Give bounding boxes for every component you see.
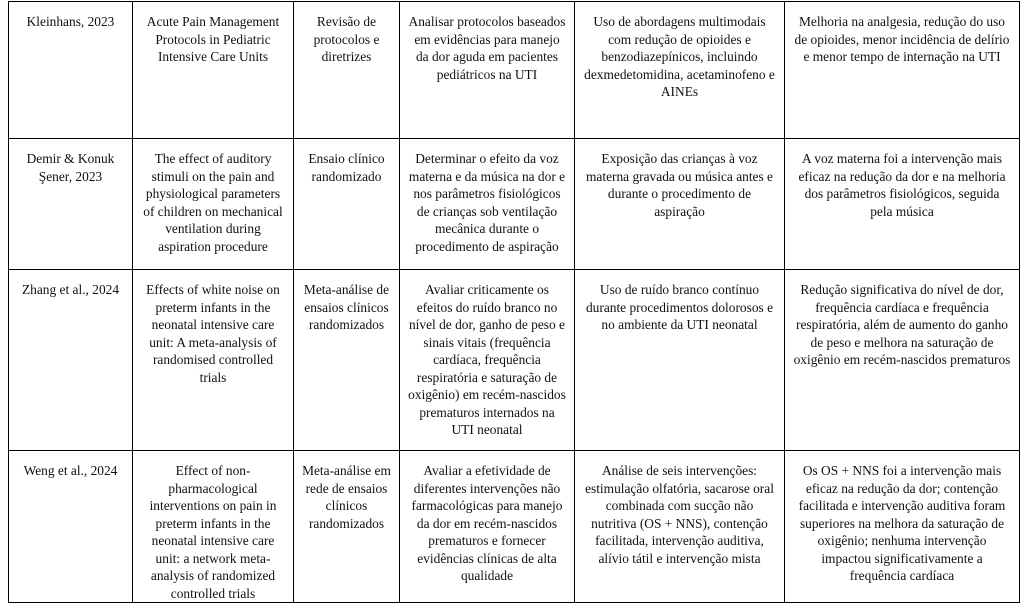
table-row: [9, 2, 1020, 139]
intervention-cell: Exposição das crianças à voz materna gravada ou música antes e durante o procedimento de aspiração: [575, 139, 785, 270]
author-cell: Zhang et al., 2024: [9, 270, 133, 451]
objective-cell: Avaliar a efetividade de diferentes intervenções não farmacológicas para manejo da dor em recém-nascidos prematuros e fornecer evidências clínicas de alta qualidade: [400, 451, 575, 603]
author-cell: Demir & Konuk Şener, 2023: [9, 139, 133, 270]
author-cell: Weng et al., 2024: [9, 451, 133, 603]
intervention-cell: Uso de ruído branco contínuo durante procedimentos dolorosos e no ambiente da UTI neonatal: [575, 270, 785, 451]
results-cell: Melhoria na analgesia, redução do uso de opioides, menor incidência de delírio e menor tempo de internação na UTI: [785, 2, 1020, 139]
design-cell: Ensaio clínico randomizado: [294, 139, 400, 270]
objective-cell: Determinar o efeito da voz materna e da música na dor e nos parâmetros fisiológicos de crianças sob ventilação mecânica durante o procedimento de aspiração: [400, 139, 575, 270]
objective-cell: Analisar protocolos baseados em evidências para manejo da dor aguda em pacientes pediátricos na UTI: [400, 2, 575, 139]
design-cell: Revisão de protocolos e diretrizes: [294, 2, 400, 139]
intervention-cell: Análise de seis intervenções: estimulação olfatória, sacarose oral combinada com sucção não nutritiva (OS + NNS), contenção facilitada, intervenção auditiva, alívio tátil e intervenção mista: [575, 451, 785, 603]
title-cell: Effects of white noise on preterm infants in the neonatal intensive care unit: A meta-analysis of randomised controlled trials: [133, 270, 294, 451]
results-cell: A voz materna foi a intervenção mais eficaz na redução da dor e na melhoria dos parâmetros fisiológicos, seguida pela música: [785, 139, 1020, 270]
design-cell: Meta-análise em rede de ensaios clínicos randomizados: [294, 451, 400, 603]
design-cell: Meta-análise de ensaios clínicos randomizados: [294, 270, 400, 451]
intervention-cell: Uso de abordagens multimodais com redução de opioides e benzodiazepínicos, incluindo dexmedetomidina, acetaminofeno e AINEs: [575, 2, 785, 139]
results-cell: Os OS + NNS foi a intervenção mais eficaz na redução da dor; contenção facilitada e intervenção auditiva foram superiores na melhora da saturação de oxigênio; nenhuma intervenção impactou significativamente a frequência cardíaca: [785, 451, 1020, 603]
title-cell: The effect of auditory stimuli on the pain and physiological parameters of children on mechanical ventilation during aspiration procedure: [133, 139, 294, 270]
review-table: [8, 1, 1020, 603]
results-cell: Redução significativa do nível de dor, frequência cardíaca e frequência respiratória, além de aumento do ganho de peso e melhora na saturação de oxigênio em recém-nascidos prematuros: [785, 270, 1020, 451]
table-row: [9, 451, 1020, 603]
title-cell: Effect of non-pharmacological interventions on pain in preterm infants in the neonatal intensive care unit: a network meta-analysis of randomized controlled trials: [133, 451, 294, 603]
title-cell: Acute Pain Management Protocols in Pediatric Intensive Care Units: [133, 2, 294, 139]
table-row: [9, 139, 1020, 270]
objective-cell: Avaliar criticamente os efeitos do ruído branco no nível de dor, ganho de peso e sinais vitais (frequência cardíaca, frequência respiratória e saturação de oxigênio) em recém-nascidos prematuros internados na UTI neonatal: [400, 270, 575, 451]
table-row: [9, 270, 1020, 451]
author-cell: Kleinhans, 2023: [9, 2, 133, 139]
